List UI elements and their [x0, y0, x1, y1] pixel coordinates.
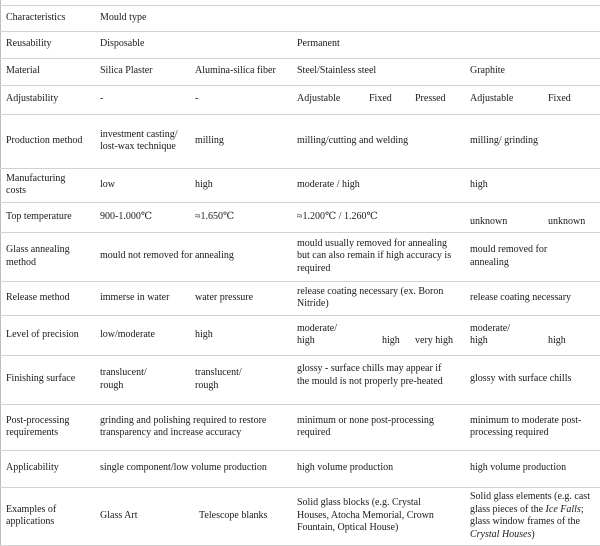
table-cell-line: Adjustable — [297, 93, 341, 105]
table-cell-line: investment casting/ — [100, 128, 178, 140]
row-divider — [0, 355, 600, 356]
text-part: ) — [531, 528, 535, 540]
table-cell — [195, 211, 234, 224]
table-cell-line: mould not removed for annealing — [100, 250, 234, 262]
row-label-line: Examples of — [6, 503, 57, 515]
table-cell — [548, 335, 566, 348]
table-cell-line: immerse in water — [100, 291, 170, 303]
table-cell-line: grinding and polishing required to restore — [100, 414, 267, 426]
table-cell-line: rough — [195, 379, 219, 391]
table-cell-line: high — [382, 334, 400, 346]
table-cell-line: the mould is not properly pre-heated — [297, 375, 443, 387]
table-cell-line: unknown — [470, 215, 508, 227]
table-cell-line: translucent/ — [100, 367, 147, 378]
table-cell — [297, 323, 337, 348]
table-cell-line: glossy - surface chills may appear if — [297, 363, 442, 374]
table-cell-line: low/moderate — [100, 328, 155, 340]
table-cell-line: moderate / high — [297, 178, 360, 190]
table-cell — [100, 367, 147, 392]
table-cell-line: Permanent — [297, 38, 340, 50]
table-cell — [415, 335, 453, 348]
table-cell-line: milling/ grinding — [470, 134, 539, 146]
row-divider — [0, 202, 600, 203]
row-divider — [0, 404, 600, 405]
row-label — [6, 93, 58, 106]
row-divider — [0, 58, 600, 59]
table-cell — [297, 65, 376, 78]
table-cell — [297, 238, 451, 276]
table-cell-line: high — [470, 178, 488, 190]
row-label — [6, 415, 69, 440]
row-label-line: applications — [6, 516, 55, 527]
table-cell — [297, 462, 393, 475]
table-cell — [415, 93, 446, 106]
row-label — [6, 373, 75, 386]
row-label-line: Finishing surface — [6, 373, 76, 385]
table-cell-line: Fixed — [548, 93, 571, 105]
table-cell — [195, 93, 198, 106]
table-cell-line: - — [195, 93, 199, 105]
row-divider — [0, 232, 600, 233]
table-cell — [100, 292, 169, 305]
table-cell — [470, 491, 590, 541]
row-divider — [0, 281, 600, 282]
table-cell — [100, 38, 144, 51]
table-cell-line — [470, 529, 590, 542]
table-cell — [100, 93, 103, 106]
table-cell-line: required — [297, 262, 331, 274]
table-cell — [100, 329, 155, 342]
table-cell-line: Mould type — [100, 11, 147, 23]
table-cell — [470, 216, 507, 229]
table-cell — [297, 38, 340, 51]
table-cell — [470, 292, 571, 305]
table-cell — [100, 250, 234, 263]
row-divider — [0, 315, 600, 316]
table-cell — [470, 462, 566, 475]
row-divider — [0, 114, 600, 115]
row-label — [6, 504, 56, 529]
table-cell-line: high volume production — [297, 462, 394, 474]
table-cell-line: water pressure — [195, 291, 254, 303]
table-cell — [297, 415, 434, 440]
row-label-line: costs — [6, 185, 26, 196]
table-cell — [470, 244, 547, 269]
table-cell-line: high — [297, 335, 315, 346]
table-left-border — [0, 0, 1, 546]
table-cell — [297, 363, 443, 388]
row-divider — [0, 487, 600, 488]
table-cell-line: annealing — [470, 256, 509, 268]
table-cell-line: high — [548, 334, 566, 346]
row-label-line: Material — [6, 65, 40, 77]
table-cell — [195, 329, 213, 342]
table-cell-line: Telescope blanks — [199, 509, 268, 521]
row-label — [6, 12, 65, 25]
table-cell — [369, 93, 392, 106]
table-cell — [100, 462, 267, 475]
row-divider — [0, 5, 600, 6]
row-label-line: Adjustability — [6, 93, 59, 105]
table-cell-line: release coating necessary (ex. Boron — [297, 285, 444, 297]
table-cell-line: ≈1.200℃ / 1.260℃ — [297, 210, 378, 222]
row-label-line: requirements — [6, 427, 59, 438]
table-cell-line: Fountain, Optical House) — [297, 522, 399, 534]
table-cell-line: Nitride) — [297, 298, 329, 309]
row-label — [6, 173, 65, 198]
table-cell — [100, 179, 115, 192]
table-cell — [297, 497, 434, 535]
table-cell-line: 900-1.000℃ — [100, 210, 153, 222]
table-cell — [100, 12, 146, 25]
row-divider — [0, 168, 600, 169]
table-cell-line: mould removed for — [470, 244, 548, 255]
table-cell — [195, 179, 213, 192]
table-cell — [195, 135, 224, 148]
row-label-line: Manufacturing — [6, 172, 66, 184]
table-cell-line: ≈1.650℃ — [195, 210, 235, 222]
table-cell-line: high — [195, 178, 213, 190]
row-label — [6, 292, 70, 305]
table-cell — [195, 367, 242, 392]
table-cell-line — [470, 516, 590, 529]
row-label-line: Top temperature — [6, 210, 72, 222]
row-label-line: method — [6, 256, 36, 268]
table-cell-line: glossy with surface chills — [470, 373, 572, 385]
row-label-line: Applicability — [6, 462, 59, 474]
table-cell-line: Solid glass blocks (e.g. Crystal — [297, 497, 421, 509]
table-cell-line: moderate/ — [470, 322, 510, 334]
row-label — [6, 65, 40, 78]
table-cell-line: single component/low volume production — [100, 462, 267, 474]
table-cell-line: high — [470, 335, 488, 346]
row-label — [6, 462, 59, 475]
table-cell — [548, 216, 585, 229]
table-cell-line: milling — [195, 134, 224, 146]
row-label — [6, 135, 82, 148]
table-cell — [470, 323, 510, 348]
table-cell-line: but can also remain if high accuracy is — [297, 250, 452, 262]
table-cell — [297, 135, 408, 148]
table-cell-line: Fixed — [369, 93, 392, 105]
table-cell — [100, 415, 266, 440]
table-cell-line: low — [100, 178, 115, 190]
row-label-line: Reusability — [6, 38, 52, 50]
table-cell-line: high — [195, 328, 213, 340]
row-label — [6, 329, 79, 342]
table-cell-line: very high — [415, 334, 454, 346]
table-cell — [470, 179, 488, 192]
table-cell-line: - — [100, 93, 104, 105]
table-cell — [470, 65, 505, 78]
table-cell-line: high volume production — [470, 462, 567, 474]
row-label-line: Level of precision — [6, 328, 79, 340]
table-cell-line: required — [297, 427, 331, 438]
table-cell-line: milling/cutting and welding — [297, 134, 409, 146]
text-part: Solid glass elements (e.g. cast — [470, 491, 590, 502]
table-cell — [100, 211, 152, 224]
table-cell — [100, 510, 138, 523]
table-cell-line: rough — [100, 379, 124, 391]
table-cell-line: Houses, Atocha Memorial, Crown — [297, 509, 434, 521]
table-cell-line: Disposable — [100, 38, 145, 50]
table-cell — [195, 65, 276, 78]
table-cell-line: unknown — [548, 215, 586, 227]
table-cell-line: Silica Plaster — [100, 65, 153, 77]
table-cell-line: Adjustable — [470, 93, 514, 105]
table-cell-line: Steel/Stainless steel — [297, 65, 377, 77]
row-label — [6, 211, 72, 224]
row-label-line: Post-processing — [6, 414, 70, 426]
text-part: glass pieces of the — [470, 503, 546, 515]
table-cell-line: Graphite — [470, 65, 505, 77]
table-cell-line: transparency and increase accuracy — [100, 427, 242, 438]
row-label-line: Characteristics — [6, 11, 66, 23]
table-cell — [100, 65, 153, 78]
row-label-line: Production method — [6, 134, 83, 146]
table-cell — [297, 179, 360, 192]
table-cell — [100, 129, 178, 154]
row-label-line: Glass annealing — [6, 244, 70, 255]
italic-text: Crystal Houses — [470, 528, 532, 540]
table-cell-line: release coating necessary — [470, 291, 572, 303]
table-cell-line: minimum to moderate post- — [470, 414, 582, 426]
table-cell — [548, 93, 571, 106]
table-cell-line: lost-wax technique — [100, 141, 176, 152]
table-cell-line: minimum or none post-processing — [297, 414, 434, 426]
table-cell — [470, 135, 538, 148]
table-cell — [470, 415, 581, 440]
table-cell — [297, 93, 340, 106]
table-cell-line: Pressed — [415, 93, 446, 105]
table-cell-line: translucent/ — [195, 367, 242, 378]
table-cell-line — [470, 491, 590, 504]
row-divider — [0, 85, 600, 86]
table-cell-line: moderate/ — [297, 322, 337, 334]
table-cell — [297, 211, 378, 224]
table-cell — [199, 510, 267, 523]
row-divider — [0, 450, 600, 451]
table-cell-line: Alumina-silica fiber — [195, 65, 276, 77]
text-part: ; — [580, 503, 584, 515]
table-cell — [195, 292, 253, 305]
table-cell-line: mould usually removed for annealing — [297, 237, 447, 249]
table-cell-line: processing required — [470, 427, 549, 438]
row-label — [6, 38, 52, 51]
table-cell — [382, 335, 400, 348]
table-cell — [470, 93, 513, 106]
row-divider — [0, 31, 600, 32]
table-cell — [470, 373, 571, 386]
text-part: glass window frames of the — [470, 516, 580, 527]
italic-text: Ice Falls — [545, 503, 581, 515]
row-label — [6, 244, 70, 269]
table-cell-line: Glass Art — [100, 509, 138, 521]
table-cell-line — [470, 504, 590, 517]
row-label-line: Release method — [6, 291, 70, 303]
table-cell — [297, 286, 443, 311]
